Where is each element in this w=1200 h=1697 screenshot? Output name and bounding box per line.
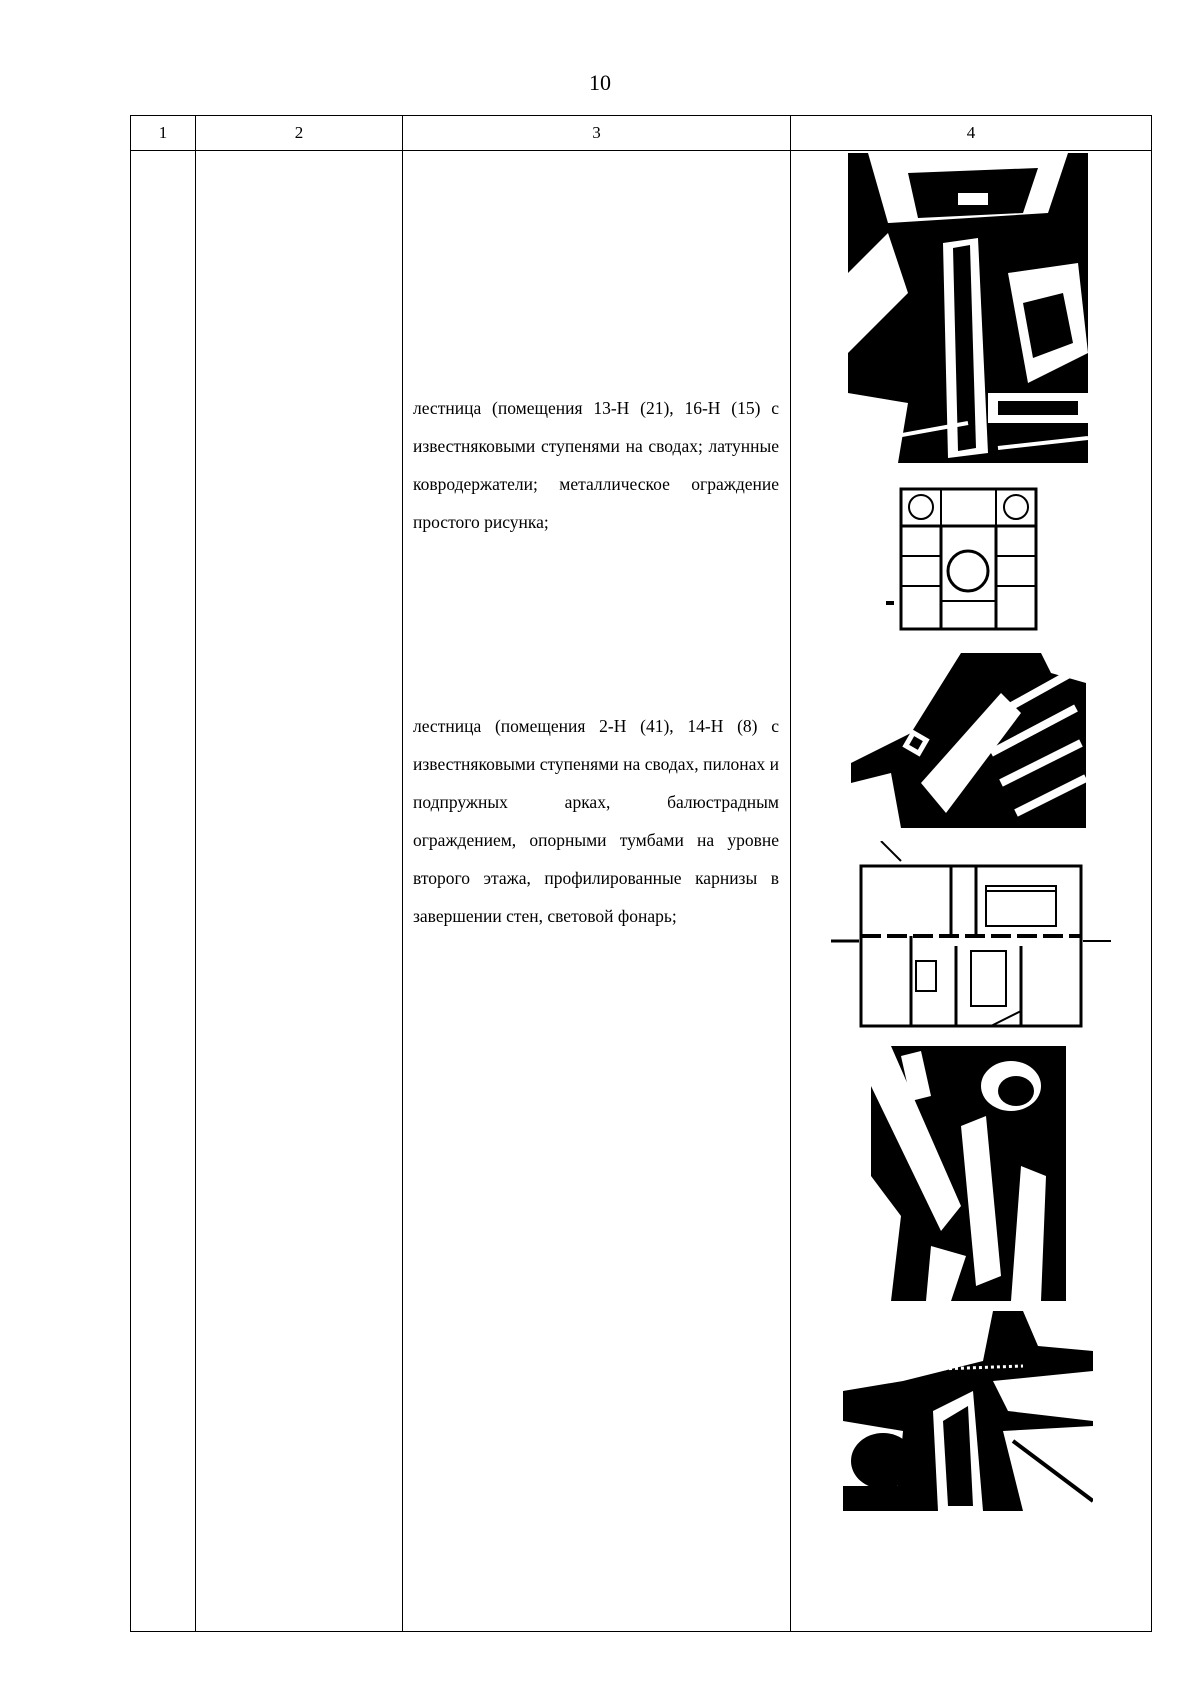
cell-col-1 xyxy=(131,151,196,1632)
page-number: 10 xyxy=(589,70,611,95)
photo-stairwell-top-view xyxy=(848,153,1088,463)
cell-col-4 xyxy=(791,151,1152,1632)
header-col-4: 4 xyxy=(791,116,1152,151)
photo-floor-plan-2 xyxy=(821,841,1121,1036)
table-header-row xyxy=(131,116,1152,151)
photo-staircase-railing xyxy=(843,1311,1093,1511)
header-col-1: 1 xyxy=(131,116,196,151)
description-staircase-13n-16n: лестница (помещения 13-Н (21), 16-Н (15) с известняковыми ступенями на сводах; латунные ковродержатели; металлическое ограждение простого рисунка; xyxy=(413,398,779,532)
description-staircase-2n-14n: лестница (помещения 2-Н (41), 14-Н (8) с известняковыми ступенями на сводах, пилонах и подпружных арках, балюстрадным ограждением, опорными тумбами на уровне второго этажа, профилированные карнизы в завершении стен, световой фонарь; xyxy=(413,716,779,926)
header-col-2: 2 xyxy=(196,116,403,151)
cell-col-3 xyxy=(403,151,791,1632)
photo-floor-plan-1 xyxy=(886,481,1051,636)
header-col-3: 3 xyxy=(403,116,791,151)
photo-pylon-arch xyxy=(871,1046,1066,1301)
document-table xyxy=(130,115,1152,1632)
table-row xyxy=(131,151,1152,1632)
photo-staircase-balustrade xyxy=(851,653,1086,828)
cell-col-2 xyxy=(196,151,403,1632)
